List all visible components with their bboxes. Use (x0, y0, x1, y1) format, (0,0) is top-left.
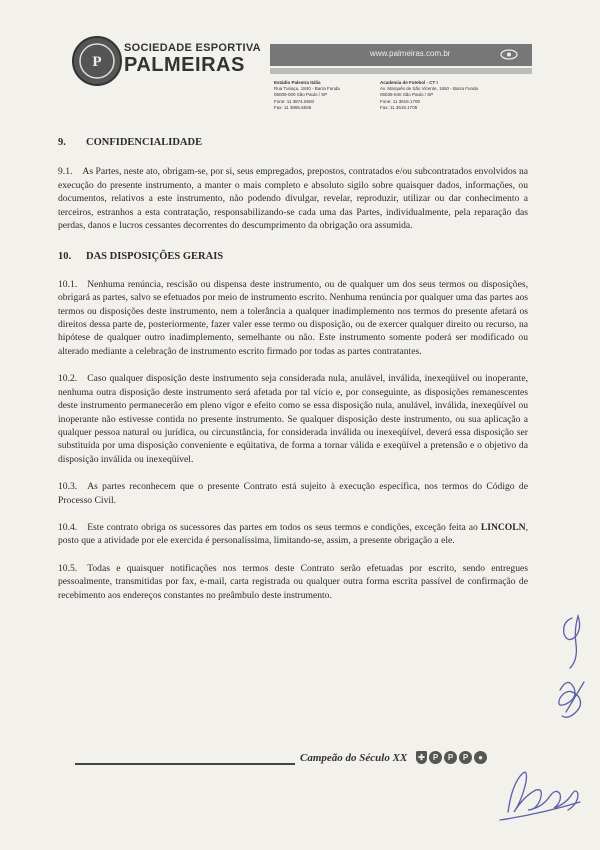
svg-text:P: P (92, 54, 102, 70)
letterhead (60, 28, 530, 123)
clause-text: , posto que a atividade por ele exercida é personalíssima, limitando-se, assim, a presente obrigação a ele. (58, 521, 528, 547)
clause-number: 10.2. (58, 373, 78, 385)
clause-10-4 (58, 521, 528, 548)
footer-badges (416, 751, 487, 764)
clause-10-2 (58, 372, 528, 466)
footer-rule (75, 763, 295, 765)
section-heading-9 (58, 136, 528, 149)
signature-full (500, 772, 580, 820)
clause-number: 10.1. (58, 278, 78, 290)
address-block-stadium (274, 80, 374, 111)
address-line: 05005-000 São Paulo / SP (274, 92, 328, 98)
section-heading-10 (58, 250, 528, 263)
clause-text: Nenhuma renúncia, rescisão ou dispensa deste instrumento, ou de qualquer um dos seus termos ou disposições, obrigará as partes, salvo se efetuados por meio de instrumento escrito. Nenhuma renúncia por qualquer uma das partes aos termos ou disposições deste instrumento, nem a tolerância a qualquer inadimplemento nos termos do presente afetará os direitos dessa parte de, posteriormente, fazer valer esse termo ou disposição, ou de exercer qualquer direito ou recurso, na hipótese de qualquer outro inadimplemento, semelhante ou não. Este instrumento somente poderá ser modificado ou alterado mediante a celebração de instrumento escrito firmado por todas as partes contratantes. (58, 278, 528, 357)
footer-slogan: Campeão do Século XX (300, 752, 408, 764)
party-name: LINCOLN (480, 521, 526, 533)
address-line: Rua Turiaçu, 1840 - Barra Funda (274, 86, 340, 92)
address-title: Academia de Futebol - CT I (380, 80, 438, 85)
address-line: Fone: 11 3619.1700 (380, 98, 420, 104)
clause-text: Todas e quaisquer notificações nos termos deste Contrato serão efetuadas por escrito, sendo entregues pessoalmente, transmitidas por fax, e-mail, carta registrada ou qualquer outra forma escrita passível de confirmação de recebimento aos endereços constantes no preâmbulo deste instrumento. (58, 562, 528, 601)
brand-main-text: PALMEIRAS (124, 54, 245, 76)
palmeiras-crest-icon (72, 36, 122, 86)
clause-text: As partes reconhecem que o presente Contrato está sujeito à execução específica, nos termos do Código de Processo Civil. (58, 481, 528, 506)
clause-number: 10.5. (58, 562, 78, 574)
website-url[interactable]: www.palmeiras.com.br (370, 49, 451, 58)
address-title: Estádio Palestra Itália (274, 80, 321, 85)
address-line: Av. Marquês de São Vicente, 1650 - Barra Funda (380, 86, 479, 92)
address-line: 05036-040 São Paulo / SP (380, 92, 434, 98)
clause-text: Este contrato obriga os sucessores das partes em todos os seus termos e condições, exceção feita ao (87, 521, 481, 533)
section-title: CONFIDENCIALIDADE (86, 137, 203, 148)
clause-number: 9.1. (58, 166, 73, 178)
signature-initial-2 (559, 682, 584, 717)
trophy-p-icon: P (444, 751, 457, 764)
section-title: DAS DISPOSIÇÕES GERAIS (86, 251, 224, 263)
document-body (58, 130, 528, 602)
clause-10-3 (58, 480, 528, 507)
shield-icon: ✚ (416, 751, 427, 764)
address-block-academy (380, 80, 510, 111)
clause-text: As Partes, neste ato, obrigam-se, por si, seus empregados, prepostos, contratados e/ou subcontratados envolvidos na execução do presente instrumento, a manter o mais completo e absoluto sigilo sobre quaisquer dados, informações, ou documentos, relativos a este instrumento, não podendo divulgar, revelar, reproduzir, utilizar ou dar conhecimento a terceiros, estranhos a esta contratação, responsabilizando-se cada uma das Partes, individualmente, pela reparação das perdas, danos e lucros cessantes decorrentes do descumprimento da obrigação ora assumida. (58, 166, 528, 232)
address-line: Fax: 11 3619.1705 (380, 104, 418, 110)
eye-icon (500, 49, 518, 60)
clause-9-1 (58, 165, 528, 232)
website-bar (270, 44, 532, 66)
ball-icon: ● (474, 751, 487, 764)
trophy-p-icon: P (429, 751, 442, 764)
address-line: Fone: 11 3874.6500 (274, 98, 314, 104)
clause-10-5 (58, 562, 528, 602)
header-divider (270, 68, 532, 74)
section-number: 10. (58, 251, 72, 263)
section-number: 9. (58, 137, 66, 148)
signature-initial-1 (564, 616, 580, 668)
clause-10-1 (58, 278, 528, 358)
trophy-p-icon: P (459, 751, 472, 764)
clause-number: 10.4. (58, 521, 78, 533)
address-line: Fax: 11 3865.5555 (274, 104, 312, 110)
brand-top-text: SOCIEDADE ESPORTIVA (124, 42, 261, 54)
clause-text: Caso qualquer disposição deste instrumento seja considerada nula, anulável, inválida, inexeqüível ou inoperante, nenhuma outra disposição deste instrumento será afetada por tal vício e, por conseguinte, as disposições remanescentes deste instrumento permanecerão em pleno vigor e efeito como se essa disposição nula, anulável, inválida, inexeqüível ou inoperante não estivesse contida no presente instrumento. Se qualquer disposição deste instrumento, ou sua aplicação a qualquer pessoa natural ou jurídica, ou circunstância, for considerada inválida ou inexeqüível, deverá essa disposição ser substituída por uma disposição conveniente e eqüitativa, de forma a tornar válida e exeqüível a pretensão e o objetivo da disposição inválida ou inexeqüível. (58, 373, 528, 465)
clause-number: 10.3. (58, 481, 78, 493)
